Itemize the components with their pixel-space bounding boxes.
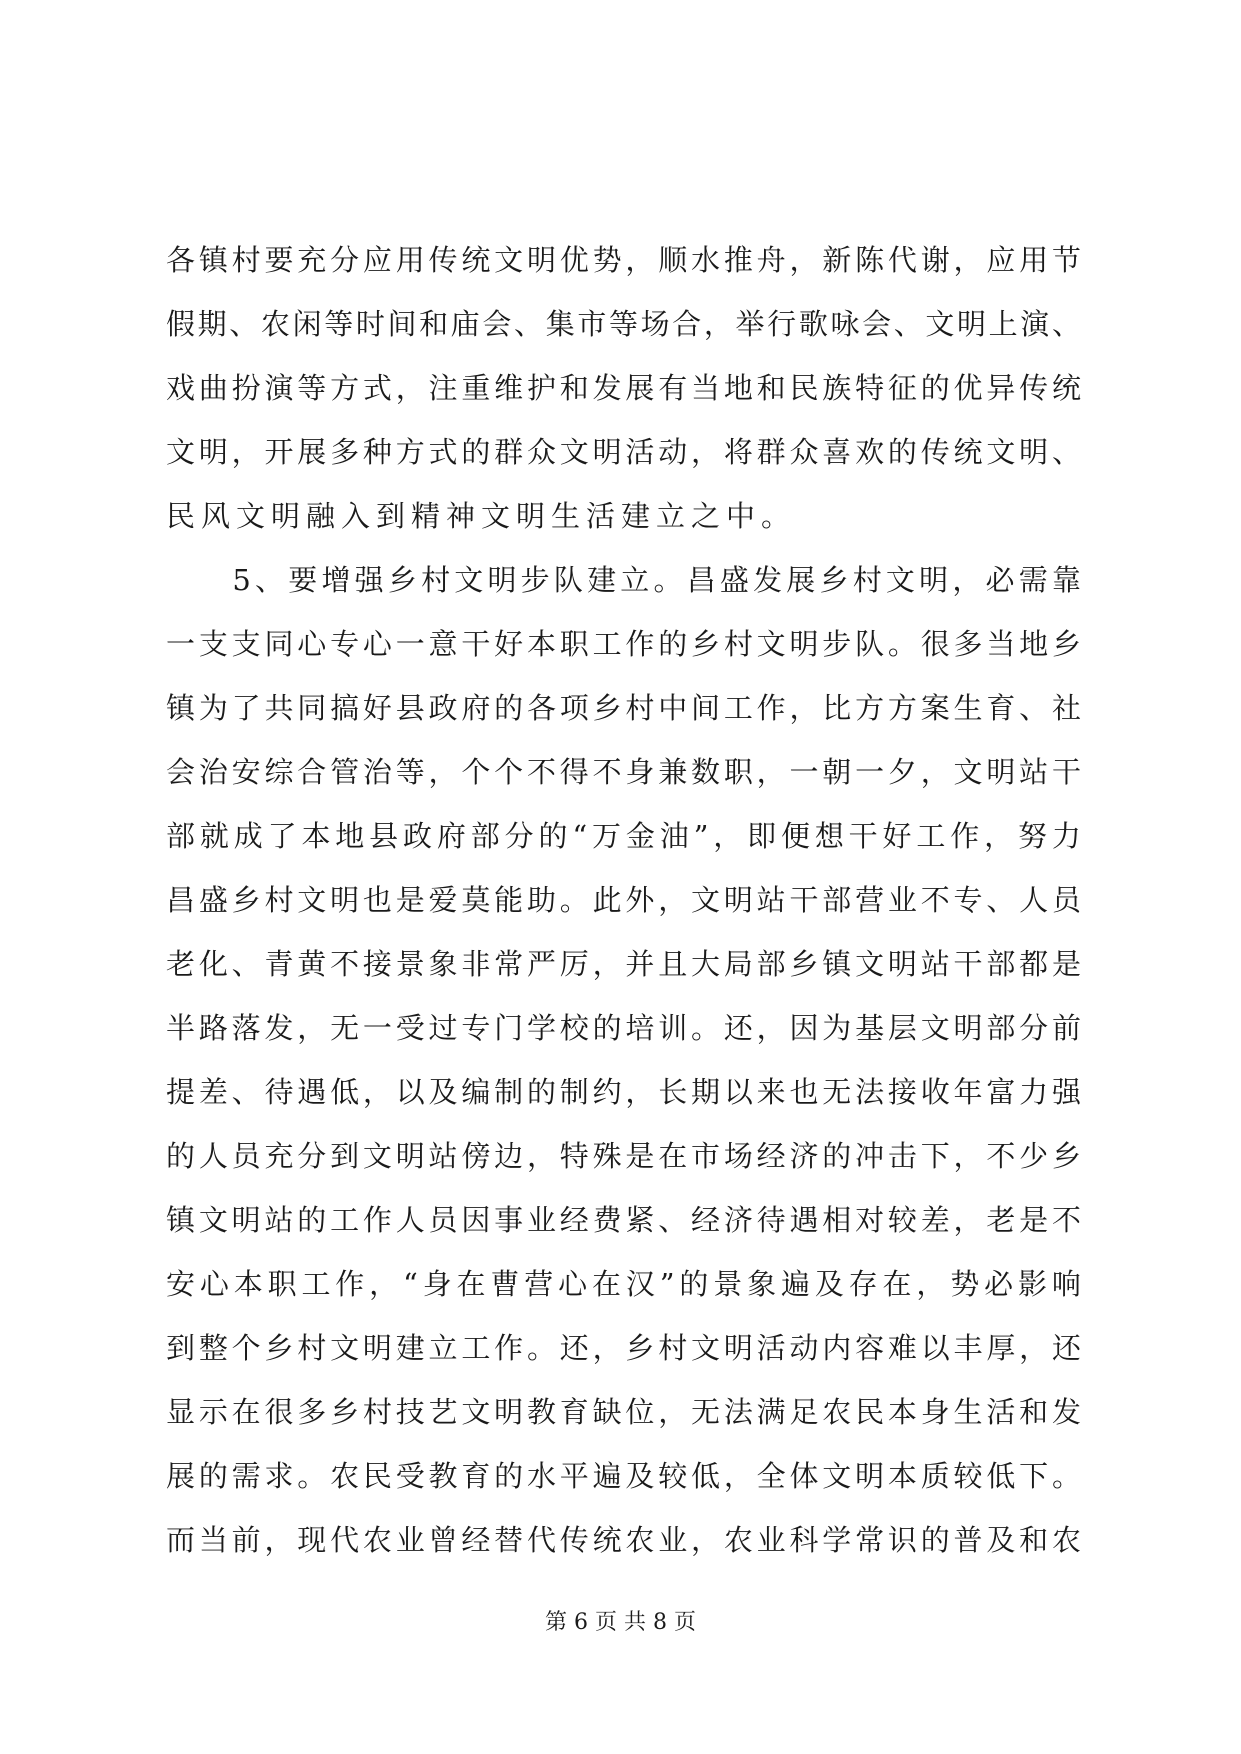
- text-line: 一 支 支 同 心 专 心 一 意 干 好 本 职 工 作 的 乡 村 文 明 步 队 。 很 多 当 地 乡: [166, 627, 1081, 661]
- text-line: 会 治 安 综 合 管 治 等 ， 个 个 不 得 不 身 兼 数 职 ， 一 朝 一 夕 ， 文 明 站 干: [166, 755, 1081, 789]
- text-line: 镇 为 了 共 同 搞 好 县 政 府 的 各 项 乡 村 中 间 工 作 ， 比 方 方 案 生 育 、 社: [166, 691, 1081, 725]
- text-line: 展 的 需 求 。 农 民 受 教 育 的 水 平 遍 及 较 低 ， 全 体 文 明 本 质 较 低 下 。: [166, 1459, 1081, 1493]
- text-line: 昌 盛 乡 村 文 明 也 是 爱 莫 能 助 。 此 外 ， 文 明 站 干 部 营 业 不 专 、 人 员: [166, 883, 1081, 917]
- text-line: 文 明 ， 开 展 多 种 方 式 的 群 众 文 明 活 动 ， 将 群 众 喜 欢 的 传 统 文 明 、: [166, 435, 1081, 469]
- text-line: 戏 曲 扮 演 等 方 式 ， 注 重 维 护 和 发 展 有 当 地 和 民 族 特 征 的 优 异 传 统: [166, 371, 1081, 405]
- text-line: 各 镇 村 要 充 分 应 用 传 统 文 明 优 势 ， 顺 水 推 舟 ， 新 陈 代 谢 ， 应 用 节: [166, 243, 1081, 277]
- text-line: 部 就 成 了 本 地 县 政 府 部 分 的 “ 万 金 油 ” ， 即 便 想 干 好 工 作 ， 努 力: [166, 819, 1081, 853]
- text-line: 民风文明融入到精神文明生活建立之中。: [166, 499, 797, 533]
- text-line: 镇 文 明 站 的 工 作 人 员 因 事 业 经 费 紧 、 经 济 待 遇 相 对 较 差 ， 老 是 不: [166, 1203, 1081, 1237]
- text-line: 到 整 个 乡 村 文 明 建 立 工 作 。 还 ， 乡 村 文 明 活 动 内 容 难 以 丰 厚 ， 还: [166, 1331, 1081, 1365]
- text-line: 老 化 、 青 黄 不 接 景 象 非 常 严 厉 ， 并 且 大 局 部 乡 镇 文 明 站 干 部 都 是: [166, 947, 1081, 981]
- text-line: 提 差 、 待 遇 低 ， 以 及 编 制 的 制 约 ， 长 期 以 来 也 无 法 接 收 年 富 力 强: [166, 1075, 1081, 1109]
- text-line: 假 期 、 农 闲 等 时 间 和 庙 会 、 集 市 等 场 合 ， 举 行 歌 咏 会 、 文 明 上 演 、: [166, 307, 1081, 341]
- text-line: 显 示 在 很 多 乡 村 技 艺 文 明 教 育 缺 位 ， 无 法 满 足 农 民 本 身 生 活 和 发: [166, 1395, 1081, 1429]
- text-line: 安 心 本 职 工 作 ， “ 身 在 曹 营 心 在 汉 ” 的 景 象 遍 及 存 在 ， 势 必 影 响: [166, 1267, 1081, 1301]
- text-line: 半 路 落 发 ， 无 一 受 过 专 门 学 校 的 培 训 。 还 ， 因 为 基 层 文 明 部 分 前: [166, 1011, 1081, 1045]
- text-line: 5 、 要 增 强 乡 村 文 明 步 队 建 立 。 昌 盛 发 展 乡 村 文 明 ， 必 需 靠: [232, 563, 1081, 597]
- text-line: 的 人 员 充 分 到 文 明 站 傍 边 ， 特 殊 是 在 市 场 经 济 的 冲 击 下 ， 不 少 乡: [166, 1139, 1081, 1173]
- text-line: 而 当 前 ， 现 代 农 业 曾 经 替 代 传 统 农 业 ， 农 业 科 学 常 识 的 普 及 和 农: [166, 1523, 1081, 1557]
- page-footer: 第 6 页 共 8 页: [545, 1610, 696, 1635]
